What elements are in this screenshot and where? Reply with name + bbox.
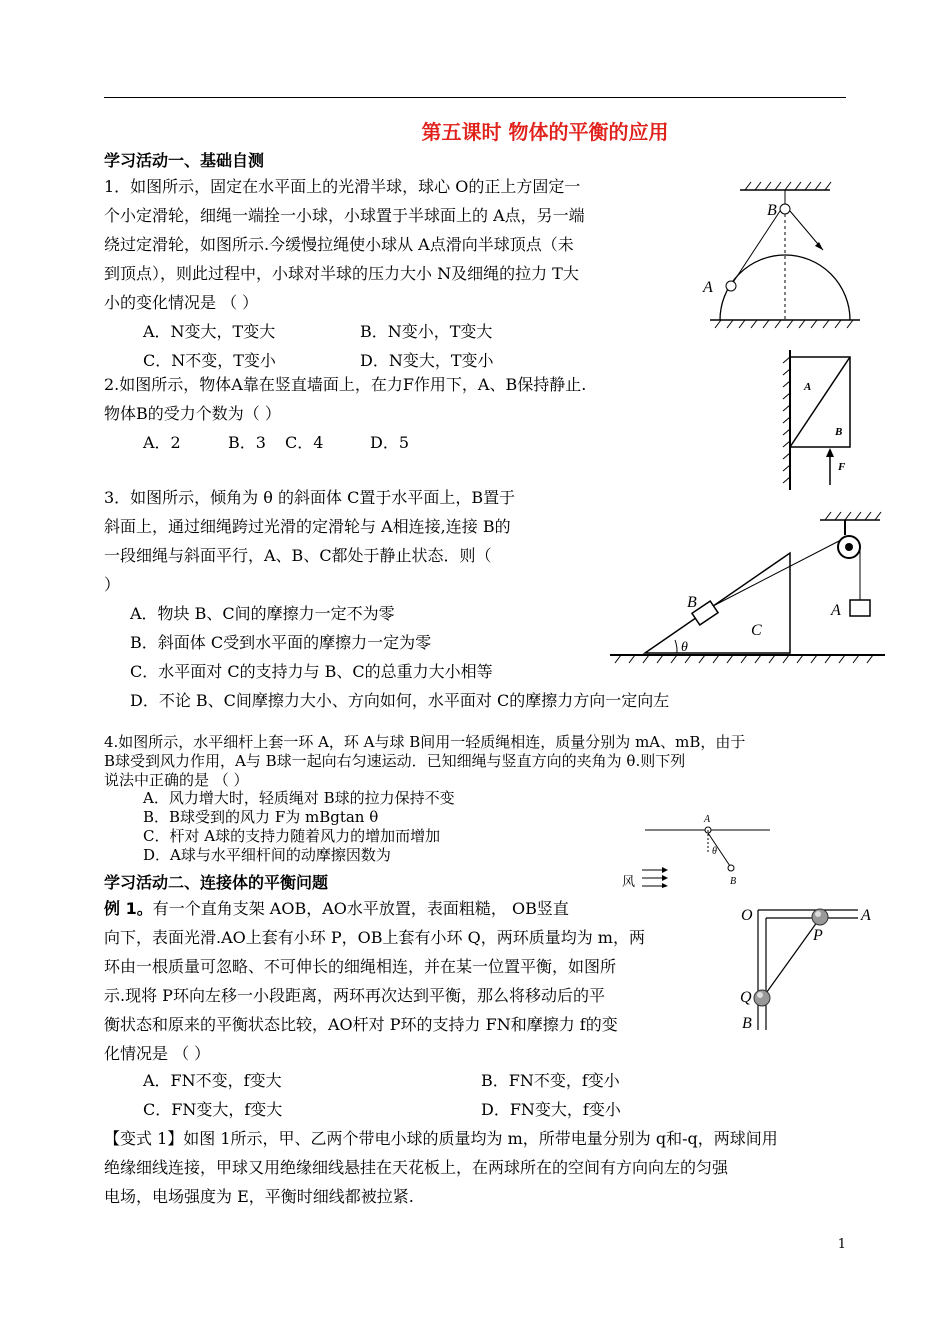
fig2-label-f: F: [838, 461, 846, 473]
q3-option-b: B．斜面体 C受到水平面的摩擦力一定为零: [130, 633, 432, 652]
figure-hemisphere-pulley: [695, 180, 860, 330]
fig2-label-b: B: [835, 426, 843, 438]
q2-option-d: D．5: [370, 433, 410, 452]
q1-option-d: D．N变大，T变小: [360, 351, 494, 370]
q4-option-a: A．风力增大时，轻质绳对 B球的拉力保持不变: [143, 789, 455, 807]
section-heading-2: 学习活动二、连接体的平衡问题: [104, 873, 329, 892]
var1-line: 电场，电场强度为 E，平衡时细线都被拉紧.: [104, 1187, 414, 1206]
q3-option-a: A．物块 B、C间的摩擦力一定不为零: [130, 604, 395, 623]
figure-right-angle-bracket: [738, 900, 878, 1035]
question-1: [104, 172, 684, 317]
figure-ring-wind: [620, 808, 775, 888]
q2-line: 物体B的受力个数为（ ）: [104, 404, 281, 423]
q4-line: 说法中正确的是 （ ）: [104, 771, 249, 789]
header-rule: [104, 97, 846, 98]
fig3-label-c: C: [751, 622, 762, 639]
ex1-option-b: B．FN不变，f变小: [481, 1071, 620, 1090]
q1-line: 个小定滑轮，细绳一端拴一小球，小球置于半球面上的 A点，另一端: [104, 206, 585, 225]
fig1-label-b: B: [767, 202, 777, 219]
page-number: 1: [837, 1237, 846, 1252]
ex1-line: 环由一根质量可忽略、不可伸长的细绳相连，并在某一位置平衡，如图所: [104, 957, 617, 976]
var1-line: 绝缘细线连接，甲球又用绝缘细线悬挂在天花板上，在两球所在的空间有方向向左的匀强: [104, 1158, 729, 1177]
q3-line: ）: [104, 575, 121, 594]
q2-option-a: A．2: [143, 433, 181, 452]
question-4: [104, 733, 854, 790]
q3-option-d: D．不论 B、C间摩擦力大小、方向如何，水平面对 C的摩擦力方向一定向左: [130, 691, 670, 710]
q3-line: 斜面上，通过细绳跨过光滑的定滑轮与 A相连接,连接 B的: [104, 517, 511, 536]
q1-option-a: A．N变大，T变大: [143, 322, 276, 341]
ex1-line: 示.现将 P环向左移一小段距离，两环再次达到平衡，那么将移动后的平: [104, 986, 605, 1005]
fig4-label-theta: θ: [712, 846, 717, 857]
fig2-label-a: A: [804, 381, 812, 393]
example-1: [104, 894, 724, 1068]
fig5-label-a: A: [861, 907, 871, 924]
ex1-line: 向下，表面光滑.AO上套有小环 P，OB上套有小环 Q，两环质量均为 m，两: [104, 928, 645, 947]
var1-line: 【变式 1】如图 1所示，甲、乙两个带电小球的质量均为 m，所带电量分别为 q和-q，两球间用: [104, 1129, 778, 1148]
ex1-option-a: A．FN不变，f变大: [143, 1071, 282, 1090]
ex1-line: 有一个直角支架 AOB，AO水平放置，表面粗糙， OB竖直: [152, 899, 569, 918]
fig3-label-theta: θ: [681, 640, 688, 655]
question-3: [104, 483, 604, 599]
q4-line: 4.如图所示，水平细杆上套一环 A，环 A与球 B间用一轻质绳相连，质量分别为 mA、mB，由于: [104, 733, 746, 751]
ex1-line: 衡状态和原来的平衡状态比较，AO杆对 P环的支持力 FN和摩擦力 f的变: [104, 1015, 618, 1034]
ex1-label: 例 1。: [104, 899, 153, 918]
fig4-label-a: A: [704, 814, 711, 825]
q1-line: 绕过定滑轮，如图所示.今缓慢拉绳使小球从 A点滑向半球顶点（未: [104, 235, 574, 254]
fig3-label-b: B: [687, 594, 697, 611]
section-heading-1: 学习活动一、基础自测: [104, 151, 265, 170]
q3-line: 一段细绳与斜面平行，A、B、C都处于静止状态．则（: [104, 546, 492, 565]
variation-1: [104, 1124, 864, 1211]
figure-incline-pulley: [605, 505, 890, 675]
ex1-option-d: D．FN变大，f变小: [481, 1100, 621, 1119]
fig5-label-q: Q: [740, 989, 752, 1006]
fig5-label-o: O: [741, 907, 753, 924]
ex1-line: 化情况是 （ ）: [104, 1044, 211, 1063]
fig4-label-wind: 风: [622, 874, 636, 888]
q1-line: 小的变化情况是 （ ）: [104, 293, 259, 312]
q4-option-c: C．杆对 A球的支持力随着风力的增加而增加: [143, 827, 441, 845]
q2-option-b: B．3: [228, 433, 266, 452]
q3-line: 3．如图所示，倾角为 θ 的斜面体 C置于水平面上，B置于: [104, 488, 516, 507]
ex1-option-c: C．FN变大，f变大: [143, 1100, 283, 1119]
q1-option-c: C．N不变，T变小: [143, 351, 276, 370]
q4-option-d: D．A球与水平细杆间的动摩擦因数为: [143, 846, 391, 864]
fig1-label-a: A: [703, 279, 713, 296]
q4-line: B球受到风力作用，A与 B球一起向右匀速运动．已知细绳与竖直方向的夹角为 θ.则下列: [104, 752, 686, 770]
fig4-label-b: B: [730, 876, 737, 887]
fig5-label-p: P: [813, 927, 823, 944]
q2-line: 2.如图所示，物体A靠在竖直墙面上，在力F作用下，A、B保持静止.: [104, 375, 587, 394]
q4-option-b: B．B球受到的风力 F为 mBgtan θ: [143, 808, 379, 826]
q1-line: 1．如图所示，固定在水平面上的光滑半球，球心 O的正上方固定一: [104, 177, 581, 196]
q1-option-b: B．N变小，T变大: [360, 322, 493, 341]
fig5-label-b: B: [742, 1015, 752, 1032]
q1-line: 到顶点），则此过程中，小球对半球的压力大小 N及细绳的拉力 T大: [104, 264, 579, 283]
figure-wall-blocks: [780, 345, 860, 493]
lesson-title: 第五课时 物体的平衡的应用: [421, 120, 669, 144]
q3-option-c: C．水平面对 C的支持力与 B、C的总重力大小相等: [130, 662, 493, 681]
question-2: [104, 370, 684, 428]
fig3-label-a: A: [831, 602, 841, 619]
q2-option-c: C．4: [285, 433, 324, 452]
